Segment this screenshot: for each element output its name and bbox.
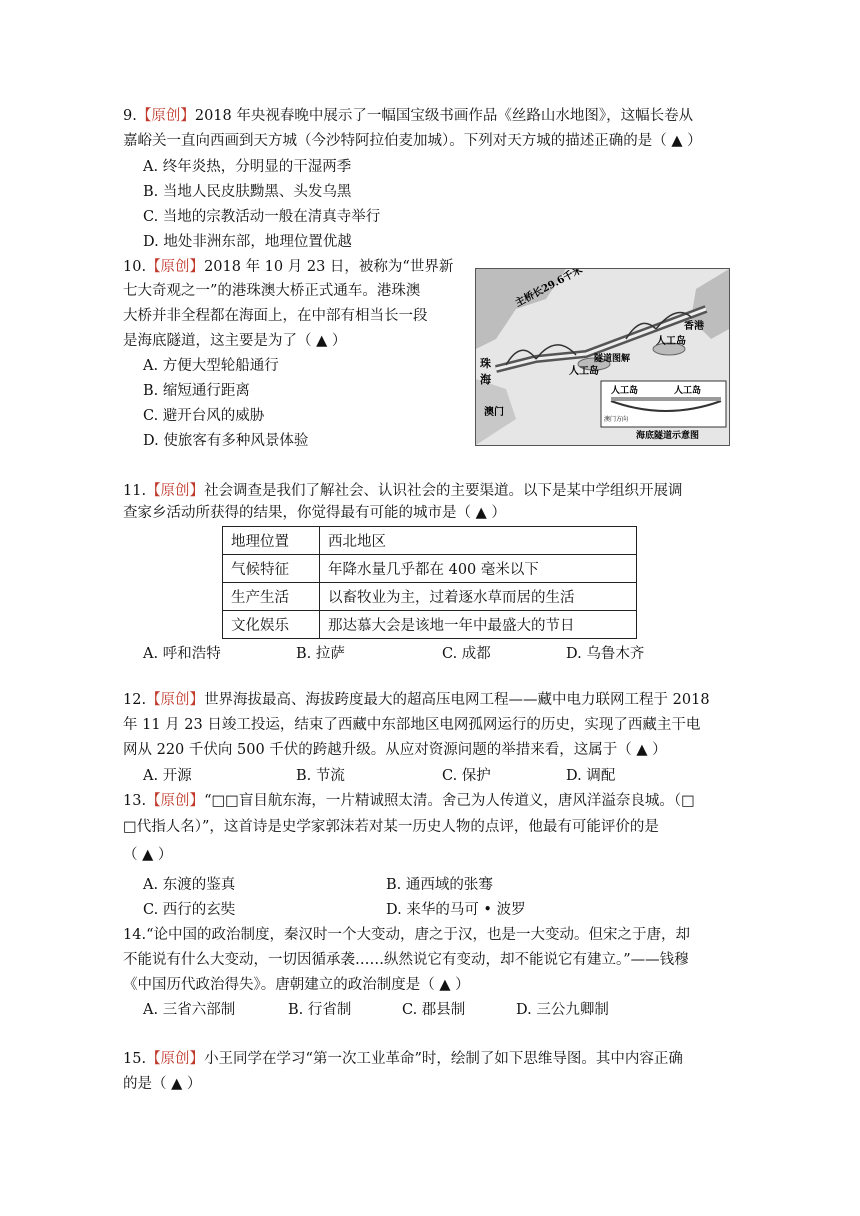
island-label-3: 人工岛 [611, 386, 639, 396]
table-cell-value: 那达慕大会是该地一年中最盛大的节日 [320, 611, 637, 639]
q10-line3: 大桥并非全程都在海面上，在中部有相当长一段 [123, 308, 428, 324]
q13-line2: □代指人名）”，这首诗是史学家郭沫若对某一历史人物的点评，他最有可能评价的是 [123, 819, 659, 835]
q13-option-a[interactable]: A. 东渡的鉴真 [143, 877, 236, 893]
macau-label: 澳门 [484, 407, 504, 418]
q9-option-c[interactable]: C. 当地的宗教活动一般在清真寺举行 [143, 209, 381, 225]
q12-line2: 年 11 月 23 日竣工投运，结束了西藏中东部地区电网孤网运行的历史，实现了西藏主干电 [123, 717, 701, 733]
tunnel-diagram-label: 隧道图解 [594, 354, 631, 364]
table-cell-value: 以畜牧业为主，过着逐水草而居的生活 [320, 583, 637, 611]
q11-option-d[interactable]: D. 乌鲁木齐 [566, 646, 645, 662]
island-label-1: 人工岛 [656, 336, 686, 347]
q12-option-b[interactable]: B. 节流 [296, 768, 345, 784]
q10-line2: 七大奇观之一”的港珠澳大桥正式通车。港珠澳 [123, 283, 421, 299]
q9-option-b[interactable]: B. 当地人民皮肤黝黑、头发乌黑 [143, 184, 352, 200]
q9-option-a[interactable]: A. 终年炎热，分明显的干湿两季 [143, 159, 352, 175]
q13-line1: 13.【原创】“□□盲目航东海，一片精诚照太清。舍己为人传道义，唐风洋溢奈良城。（□ [123, 793, 695, 809]
table-row [223, 611, 637, 639]
q13-option-d[interactable]: D. 来华的马可 • 波罗 [386, 902, 526, 918]
q10-option-a[interactable]: A. 方便大型轮船通行 [143, 358, 279, 374]
hongkong-label: 香港 [684, 321, 704, 332]
q15-line1: 15.【原创】小王同学在学习“第一次工业革命”时，绘制了如下思维导图。其中内容正确 [123, 1051, 683, 1067]
original-tag: 【原创】 [146, 483, 205, 499]
q11-option-a[interactable]: A. 呼和浩特 [143, 646, 221, 662]
table-cell-key: 气候特征 [223, 555, 320, 583]
q14-line2: 不能说有什么大变动，一切因循承袭……纵然说它有变动，却不能说它有建立。”——钱穆 [123, 952, 689, 968]
q14-option-d[interactable]: D. 三公九卿制 [516, 1002, 609, 1018]
q10-line4: 是海底隧道，这主要是为了（ ▲ ） [123, 333, 347, 349]
island-label-4: 人工岛 [674, 386, 702, 396]
q11-line2: 查家乡活动所获得的结果，你觉得最有可能的城市是（ ▲ ） [123, 505, 506, 521]
q10-option-b[interactable]: B. 缩短通行距离 [143, 383, 250, 399]
q9-line1: 9.【原创】2018 年央视春晚中展示了一幅国宝级书画作品《丝路山水地图》，这幅长卷从 [123, 108, 694, 124]
q13-option-b[interactable]: B. 通西域的张骞 [386, 877, 493, 893]
q12-option-a[interactable]: A. 开源 [143, 768, 192, 784]
original-tag: 【原创】 [146, 1051, 205, 1067]
q9-line2: 嘉峪关一直向西画到天方城（今沙特阿拉伯麦加城）。下列对天方城的描述正确的是（ ▲ ） [123, 133, 702, 149]
table-row [223, 555, 637, 583]
q14-option-a[interactable]: A. 三省六部制 [143, 1002, 236, 1018]
q12-line3: 网从 220 千伏向 500 千伏的跨越升级。从应对资源问题的举措来看，这属于（ ▲ ） [123, 742, 667, 758]
original-tag: 【原创】 [146, 793, 205, 809]
q14-line3: 《中国历代政治得失》。唐朝建立的政治制度是（ ▲ ） [123, 977, 470, 993]
survey-table [222, 526, 637, 639]
q14-line1: 14.“论中国的政治制度，秦汉时一个大变动，唐之于汉，也是一大变动。但宋之于唐，却 [123, 927, 690, 943]
bridge-map-svg [476, 269, 729, 445]
q9-option-d[interactable]: D. 地处非洲东部，地理位置优越 [143, 234, 352, 250]
q12-option-c[interactable]: C. 保护 [442, 768, 491, 784]
q12-line1: 12.【原创】世界海拔最高、海拔跨度最大的超高压电网工程——藏中电力联网工程于 2018 [123, 692, 710, 708]
q15-line2: 的是（ ▲ ） [123, 1076, 202, 1092]
original-tag: 【原创】 [146, 259, 205, 275]
q14-option-b[interactable]: B. 行省制 [288, 1002, 352, 1018]
table-cell-value: 西北地区 [320, 527, 637, 555]
q11-option-c[interactable]: C. 成都 [442, 646, 491, 662]
q12-option-d[interactable]: D. 调配 [566, 768, 616, 784]
table-row [223, 583, 637, 611]
table-cell-value: 年降水量几乎都在 400 毫米以下 [320, 555, 637, 583]
q11-line1: 11.【原创】社会调查是我们了解社会、认识社会的主要渠道。以下是某中学组织开展调 [123, 483, 683, 499]
q10-line1: 10.【原创】2018 年 10 月 23 日，被称为“世界新 [123, 259, 454, 275]
q13-option-c[interactable]: C. 西行的玄奘 [143, 902, 236, 918]
original-tag: 【原创】 [146, 692, 205, 708]
tunnel-caption: 海底隧道示意图 [636, 431, 700, 441]
table-cell-key: 文化娱乐 [223, 611, 320, 639]
q11-option-b[interactable]: B. 拉萨 [296, 646, 345, 662]
original-tag: 【原创】 [136, 108, 195, 124]
island-label-2: 人工岛 [569, 366, 599, 377]
zhuhai-label-1: 珠 [480, 357, 491, 370]
table-cell-key: 生产生活 [223, 583, 320, 611]
bridge-length-label: 主桥长29.6千米 [513, 269, 585, 310]
table-cell-key: 地理位置 [223, 527, 320, 555]
bridge-map-image [475, 268, 730, 446]
table-row [223, 527, 637, 555]
sea-band [611, 397, 721, 401]
q13-line3: （ ▲ ） [123, 847, 173, 863]
macau-direction-label: 澳门方向 [604, 416, 629, 423]
zhuhai-label-2: 海 [480, 373, 491, 386]
q14-option-c[interactable]: C. 郡县制 [402, 1002, 466, 1018]
q10-option-d[interactable]: D. 使旅客有多种风景体验 [143, 433, 309, 449]
q10-option-c[interactable]: C. 避开台风的威胁 [143, 408, 265, 424]
